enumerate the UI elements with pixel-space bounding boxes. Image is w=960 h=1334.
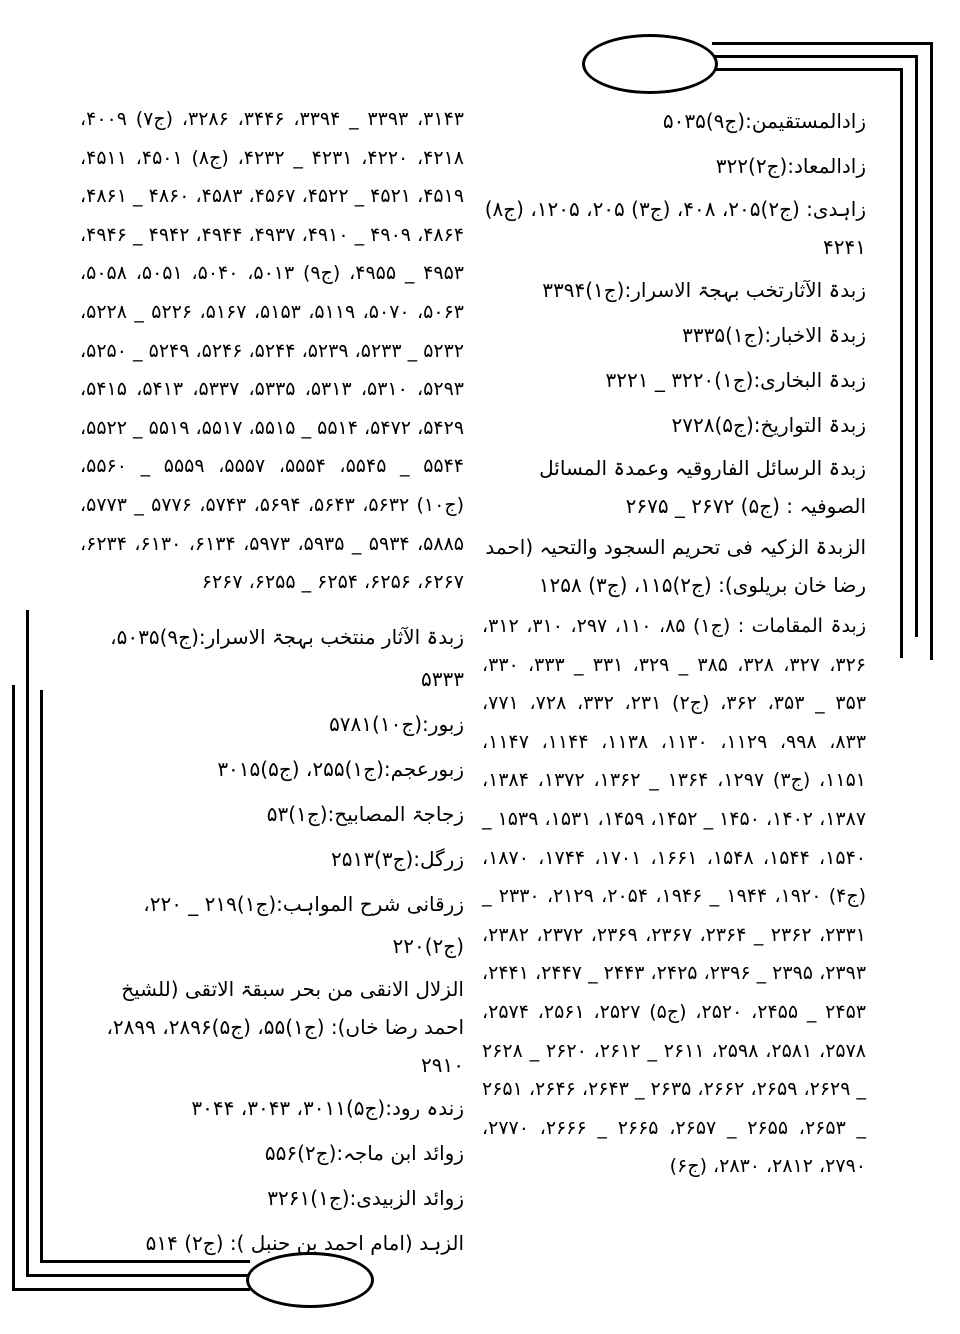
index-entry: زبدۃ التواریخ:(ج۵)۲۷۲۸: [671, 413, 866, 437]
index-entry: الزبدۃ الزکیہ فی تحریم السجود والتحیہ (احمد رضا خان بریلوی): (ج۲)۱۱۵، (ج۳) ۱۲۵۸: [485, 535, 866, 597]
left-column: [80, 100, 465, 1255]
index-entry: الزلال الانقی من بحر سبقۃ الاتقی (للشیخ احمد رضا خاں): (ج۱)۵۵، (ج۵)۲۸۹۶، ۲۸۹۹، ۲۹۱۰: [106, 976, 464, 1077]
frame-top-line-middle: [712, 55, 915, 58]
index-entry: زبدۃ الآثار منتخب بہجۃ الاسرار:(ج۹)۵۰۳۵، ۵۳۳۳: [110, 624, 464, 691]
index-entry: زبدۃ الآثارتخب بہجۃ الاسرار:(ج۱)۳۳۹۴: [542, 278, 866, 302]
index-entry: زادالمستقیمن:(ج۹)۵۰۳۵: [662, 109, 866, 133]
index-entry: زوائد الزبیدی:(ج۱)۳۲۶۱: [267, 1185, 464, 1210]
index-entry: زبدۃ البخاری:(ج۱)۳۲۲۰ _ ۳۲۲۱: [605, 368, 866, 392]
index-entry: زوائد ابن ماجہ:(ج۲)۵۵۶: [264, 1140, 464, 1165]
index-entry: زادالمعاد:(ج۲)۳۲۲: [715, 154, 866, 178]
index-entry: زبور:(ج۱۰)۵۷۸۱: [329, 711, 464, 736]
frame-right-line-outer: [930, 42, 933, 660]
index-entry: زبدۃ الرسائل الفاروقیہ وعمدۃ المسائل الصوفیہ : (ج۵) ۲۶۷۲ _ ۲۶۷۵: [539, 456, 866, 518]
frame-left-line-outer: [12, 685, 15, 1290]
frame-right-line-inner: [900, 68, 903, 658]
index-entry: زرگل:(ج۳)۲۵۱۳: [331, 846, 464, 871]
frame-left-line-inner: [40, 690, 43, 1262]
frame-top-line-inner: [712, 68, 900, 71]
index-entry: زبدۃ الاخبار:(ج۱)۳۳۳۵: [682, 323, 866, 347]
index-entry: زندہ رود:(ج۵)۳۰۱۱، ۳۰۴۳، ۳۰۴۴: [191, 1095, 464, 1120]
continued-paragraph: ۳۱۴۳، ۳۳۹۳ _ ۳۳۹۴، ۳۴۴۶، ۳۲۸۶، (ج۷) ۴۰۰۹، ۴۲۱۸، ۴۲۲۰، ۴۲۳۱ _ ۴۲۳۲، (ج۸) ۴۵۰۱، ۴۵۱۱، ۴۵۱۹، ۴۵۲۱ _ ۴۵۲۲، ۴۵۶۷، ۴۵۸۳، ۴۸۶۰ _ ۴۸۶۱، ۴۸۶۴، ۴۹۰۹ _ ۴۹۱۰، ۴۹۳۷، ۴۹۴۴، ۴۹۴۲ _ ۴۹۴۶، ۴۹۵۳ _ ۴۹۵۵، (ج۹) ۵۰۱۳، ۵۰۴۰، ۵۰۵۱، ۵۰۵۸، ۵۰۶۳، ۵۰۷۰، ۵۱۱۹، ۵۱۵۳، ۵۱۶۷، ۵۲۲۶ _ ۵۲۲۸، ۵۲۳۲ _ ۵۲۳۳، ۵۲۳۹، ۵۲۴۴، ۵۲۴۶، ۵۲۴۹ _ ۵۲۵۰، ۵۲۹۳، ۵۳۱۰، ۵۳۱۳، ۵۳۳۵، ۵۳۳۷، ۵۴۱۳، ۵۴۱۵، ۵۴۲۹، ۵۴۷۲، ۵۵۱۴ _ ۵۵۱۵، ۵۵۱۷، ۵۵۱۹ _ ۵۵۲۲، ۵۵۴۴ _ ۵۵۴۵، ۵۵۵۴، ۵۵۵۷، ۵۵۵۹ _ ۵۵۶۰، (ج۱۰) ۵۶۳۲، ۵۶۴۳، ۵۶۹۴، ۵۷۴۳، ۵۷۷۶ _ ۵۷۷۳، ۵۸۸۵، ۵۹۳۴ _ ۵۹۳۵، ۵۹۷۳، ۶۱۳۴، ۶۱۳۰، ۶۲۳۴، ۶۲۶۷، ۶۲۵۶، ۶۲۵۴ _ ۶۲۵۵، ۶۲۶۷: [80, 108, 465, 594]
frame-right-line-middle: [915, 55, 918, 637]
frame-bottom-line-outer: [12, 1288, 250, 1291]
index-entry: زجاجۃ المصابیح:(ج۱)۵۳: [266, 801, 464, 826]
index-entry: زرقانی شرح المواہب:(ج۱)۲۱۹ _ ۲۲۰، (ج۲)۲۲۰: [143, 891, 464, 958]
right-column: [482, 100, 866, 1240]
index-entry: زبدۃ المقامات : (ج۱) ۸۵، ۱۱۰، ۲۹۷، ۳۱۰، ۳۱۲، ۳۲۶، ۳۲۷، ۳۲۸، ۳۸۵ _ ۳۲۹، ۳۳۱ _ ۳۳۳، ۳۳۰، ۳۵۳ _ ۳۵۳، ۳۶۲، (ج۲) ۲۳۱، ۳۳۲، ۷۲۸، ۷۷۱، ۸۳۳، ۹۹۸، ۱۱۲۹، ۱۱۳۰، ۱۱۳۸، ۱۱۴۴، ۱۱۴۷، ۱۱۵۱، (ج۳) ۱۲۹۷، ۱۳۶۴ _ ۱۳۶۲، ۱۳۷۲، ۱۳۸۴، ۱۳۸۷، ۱۴۰۲، ۱۴۵۰ _ ۱۴۵۲، ۱۴۵۹، ۱۵۳۱، ۱۵۳۹ _ ۱۵۴۰، ۱۵۴۴، ۱۵۴۸، ۱۶۶۱، ۱۷۰۱، ۱۷۴۴، ۱۸۷۰، (ج۴) ۱۹۲۰، ۱۹۴۴ _ ۱۹۴۶، ۲۰۵۴، ۲۱۲۹، ۲۳۳۰ _ ۲۳۳۱، ۲۳۶۲ _ ۲۳۶۴، ۲۳۶۷، ۲۳۶۹، ۲۳۷۲، ۲۳۸۲، ۲۳۹۳، ۲۳۹۵ _ ۲۳۹۶، ۲۴۲۵، ۲۴۴۳ _ ۲۴۴۷، ۲۴۴۱، ۲۴۵۳ _ ۲۴۵۵، ۲۵۲۰، (ج۵) ۲۵۲۷، ۲۵۶۱، ۲۵۷۴، ۲۵۷۸، ۲۵۸۱، ۲۵۹۸، ۲۶۱۱ _ ۲۶۱۲، ۲۶۲۰ _ ۲۶۲۸ _ ۲۶۲۹، ۲۶۵۹، ۲۶۶۲، ۲۶۳۵ _ ۲۶۴۳، ۲۶۴۶، ۲۶۵۱ _ ۲۶۵۳، ۲۶۵۵ _ ۲۶۵۷، ۲۶۶۵ _ ۲۶۶۶، ۲۷۷۰، ۲۷۹۰، ۲۸۱۲، ۲۸۳۰، (ج۶): [482, 615, 867, 1178]
index-entry: زاہدی: (ج۲)۲۰۵، ۴۰۸، (ج۳) ۲۰۵، ۱۲۰۵، (ج۸) ۴۲۴۱: [484, 197, 866, 259]
frame-left-line-middle: [26, 610, 29, 1276]
frame-top-line-outer: [712, 42, 930, 45]
index-entry: زبورعجم:(ج۱)۲۵۵، (ج۵)۳۰۱۵: [217, 756, 464, 781]
frame-bottom-line-middle: [26, 1274, 250, 1277]
index-entry: الزہد (امام احمد بن حنبل ): (ج۲) ۵۱۴: [145, 1230, 464, 1255]
frame-top-oval: [582, 34, 718, 94]
